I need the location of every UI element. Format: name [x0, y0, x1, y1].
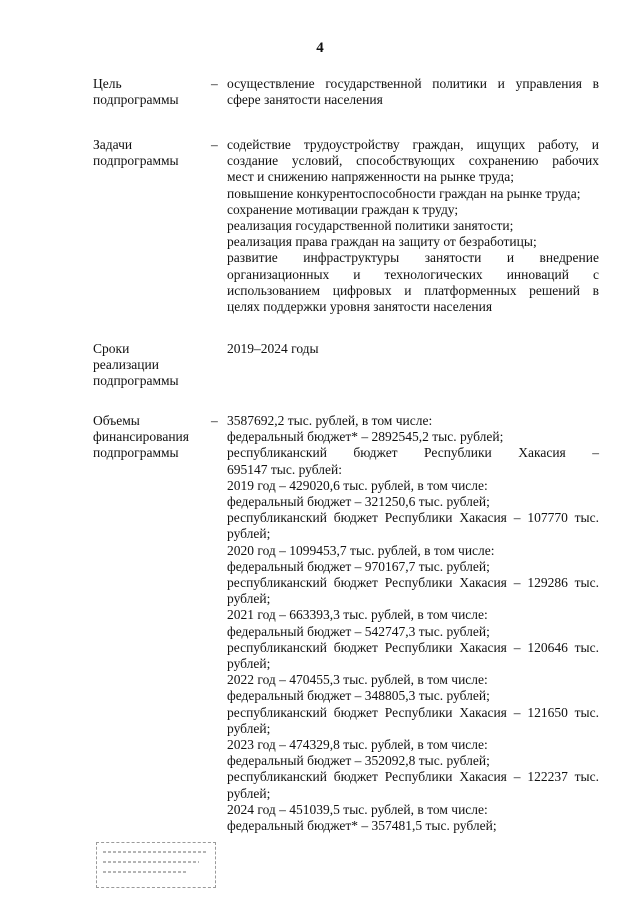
terms-line: 2019–2024 годы [227, 341, 319, 356]
tasks-content [227, 137, 599, 315]
funding-line: 2021 год – 663393,3 тыс. рублей, в том числе: [227, 607, 488, 623]
funding-line: республиканский бюджет Республики Хакасия – [227, 445, 599, 461]
funding-line: рублей; [227, 785, 271, 801]
tasks-line: содействие трудоустройству граждан, ищущих работу, и [227, 137, 599, 152]
terms-content [227, 341, 599, 357]
tasks-line: реализация права граждан на защиту от безработицы; [227, 234, 537, 250]
funding-line: республиканский бюджет Республики Хакасия – 122237 тыс. [227, 769, 599, 785]
funding-line: федеральный бюджет* – 357481,5 тыс. рублей; [227, 818, 497, 834]
tasks-line: повышение конкурентоспособности граждан на рынке труда; [227, 185, 581, 201]
funding-line: республиканский бюджет Республики Хакасия – 121650 тыс. [227, 704, 599, 720]
funding-line: федеральный бюджет – 348805,3 тыс. рублей; [227, 688, 490, 704]
goal-line: сфере занятости населения [227, 92, 383, 108]
tasks-line: сохранение мотивации граждан к труду; [227, 201, 459, 217]
tasks-line: организационных и технологических инноваций с [227, 266, 599, 282]
funding-line: 695147 тыс. рублей: [227, 461, 342, 477]
tasks-label-line: Задачи [93, 137, 133, 152]
goal-label-line: подпрограммы [93, 92, 179, 108]
registration-stamp [96, 842, 216, 888]
tasks-label [93, 137, 203, 169]
goal-dash: – [211, 76, 218, 91]
tasks-line: целях поддержки уровня занятости населения [227, 299, 493, 315]
funding-line: 2024 год – 451039,5 тыс. рублей, в том числе: [227, 801, 488, 817]
funding-line: рублей; [227, 720, 271, 736]
tasks-line: использованием цифровых и платформенных решений в [227, 282, 599, 298]
tasks-dash: – [211, 137, 218, 152]
funding-line: федеральный бюджет – 970167,7 тыс. рублей; [227, 558, 490, 574]
funding-line: рублей; [227, 656, 271, 672]
tasks-line: развитие инфраструктуры занятости и внедрение [227, 250, 599, 266]
page-number: 4 [316, 40, 324, 56]
funding-line: федеральный бюджет – 352092,8 тыс. рублей; [227, 753, 490, 769]
tasks-line: мест и снижению напряженности на рынке труда; [227, 169, 514, 185]
funding-label-line: подпрограммы [93, 445, 179, 461]
tasks-line: создание условий, способствующих сохранению рабочих [227, 153, 599, 169]
terms-label-line: реализации [93, 357, 159, 373]
funding-line: федеральный бюджет – 542747,3 тыс. рублей; [227, 623, 490, 639]
goal-label [93, 76, 203, 108]
funding-line: рублей; [227, 591, 271, 607]
goal-line: осуществление государственной политики и управления в [227, 76, 599, 91]
funding-line: республиканский бюджет Республики Хакасия – 107770 тыс. [227, 510, 599, 526]
goal-label-line: Цель [93, 76, 122, 91]
goal-content [227, 76, 599, 108]
terms-label-line: подпрограммы [93, 373, 179, 389]
funding-dash: – [211, 413, 218, 428]
funding-line: 2023 год – 474329,8 тыс. рублей, в том числе: [227, 737, 488, 753]
funding-line: 3587692,2 тыс. рублей, в том числе: [227, 413, 433, 428]
tasks-label-line: подпрограммы [93, 153, 179, 169]
funding-line: республиканский бюджет Республики Хакасия – 120646 тыс. [227, 639, 599, 655]
funding-content [227, 413, 599, 834]
funding-line: 2022 год – 470455,3 тыс. рублей, в том числе: [227, 672, 488, 688]
funding-line: федеральный бюджет* – 2892545,2 тыс. рублей; [227, 429, 504, 445]
funding-label [93, 413, 203, 462]
funding-line: федеральный бюджет – 321250,6 тыс. рублей; [227, 494, 490, 510]
funding-line: рублей; [227, 526, 271, 542]
funding-line: республиканский бюджет Республики Хакасия – 129286 тыс. [227, 575, 599, 591]
terms-label-line: Сроки [93, 341, 130, 356]
tasks-line: реализация государственной политики занятости; [227, 218, 514, 234]
terms-label [93, 341, 203, 390]
funding-label-line: финансирования [93, 429, 189, 445]
funding-line: 2019 год – 429020,6 тыс. рублей, в том числе: [227, 477, 488, 493]
funding-line: 2020 год – 1099453,7 тыс. рублей, в том числе: [227, 542, 495, 558]
funding-label-line: Объемы [93, 413, 140, 428]
